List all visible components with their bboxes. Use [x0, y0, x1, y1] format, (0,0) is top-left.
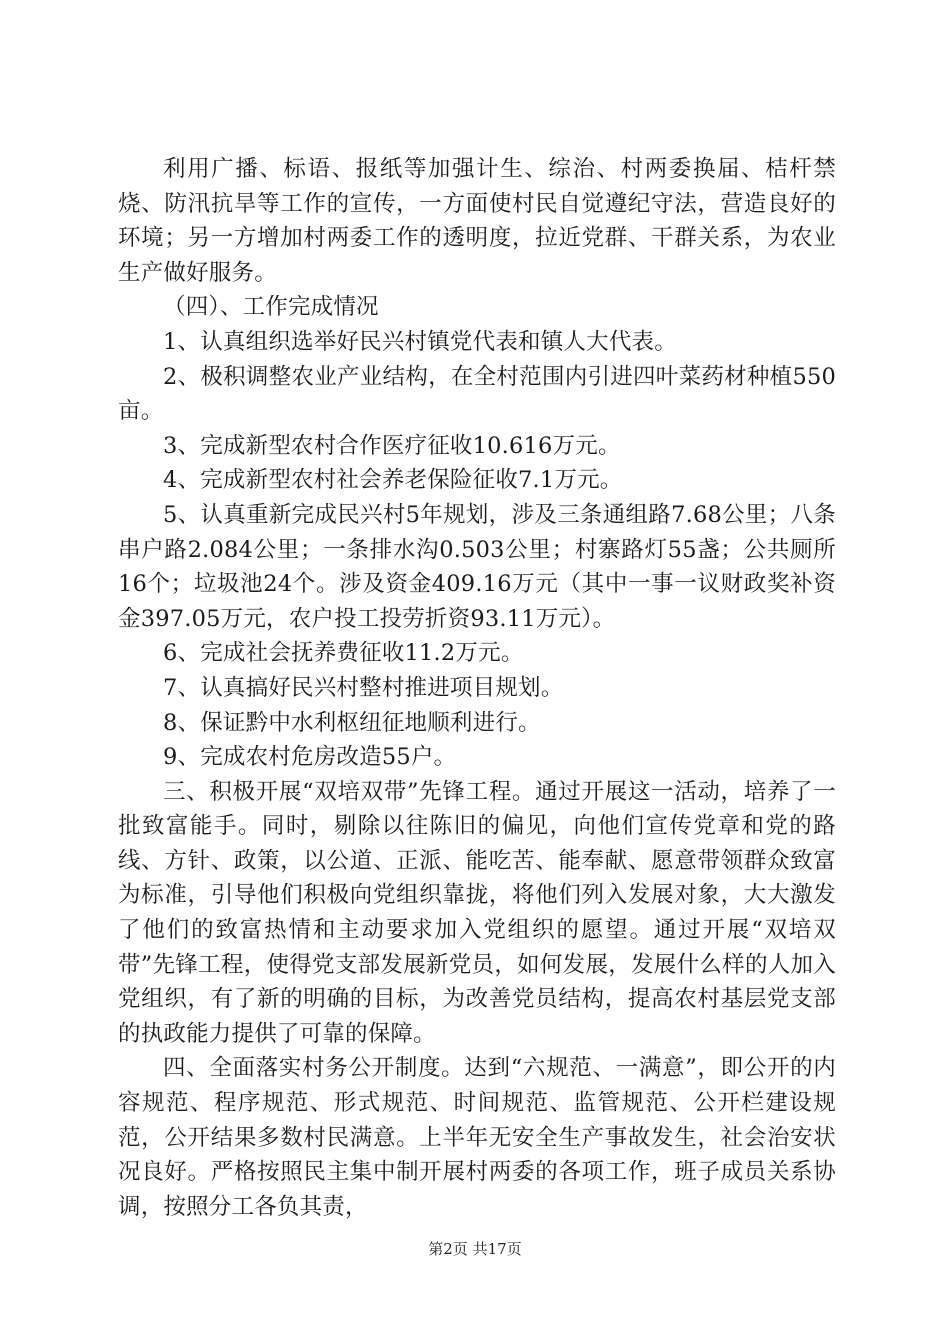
list-item-1: 1、认真组织选举好民兴村镇党代表和镇人大代表。 — [163, 328, 677, 355]
document-body — [118, 152, 836, 1224]
list-item-8: 8、保证黔中水利枢纽征地顺利进行。 — [163, 709, 541, 736]
paragraph-section-four: 四、全面落实村务公开制度。达到“六规范、一满意”，即公开的内容规范、程序规范、形式规范、时间规范、监管规范、公开栏建设规范，公开结果多数村民满意。上半年无安全生产事故发生，社会治安状况良好。严格按照民主集中制开展村两委的各项工作，班子成员关系协调，按照分工各负其责， — [118, 1055, 836, 1220]
list-item-6: 6、完成社会抚养费征收11.2万元。 — [163, 640, 524, 667]
page-number-label: 第2页 共17页 — [428, 1240, 522, 1258]
list-item-2: 2、极积调整农业产业结构，在全村范围内引进四叶菜药材种植550亩。 — [118, 363, 836, 425]
page-footer — [0, 1238, 950, 1259]
paragraph-section-three: 三、积极开展“双培双带”先锋工程。通过开展这一活动，培养了一批致富能手。同时，剔除以往陈旧的偏见，向他们宣传党章和党的路线、方针、政策，以公道、正派、能吃苦、能奉献、愿意带领群众致富为标准，引导他们积极向党组织靠拢，将他们列入发展对象，大大激发了他们的致富热情和主动要求加入党组织的愿望。通过开展“双培双带”先锋工程，使得党支部发展新党员，如何发展，发展什么样的人加入党组织，有了新的明确的目标，为改善党员结构，提高农村基层党支部的执政能力提供了可靠的保障。 — [118, 778, 836, 1047]
list-item-9: 9、完成农村危房改造55户。 — [163, 744, 457, 771]
list-item-7: 7、认真搞好民兴村整村推进项目规划。 — [163, 674, 564, 701]
list-item-5: 5、认真重新完成民兴村5年规划，涉及三条通组路7.68公里；八条串户路2.084公里；一条排水沟0.503公里；村寨路灯55盏；公共厕所16个；垃圾池24个。涉及资金409.16万元（其中一事一议财政奖补资金397.05万元，农户投工投劳折资93.11万元）。 — [118, 501, 836, 632]
section-heading-work-completion: （四）、工作完成情况 — [163, 294, 379, 321]
paragraph-publicity: 利用广播、标语、报纸等加强计生、综治、村两委换届、桔杆禁烧、防汛抗旱等工作的宣传，一方面使村民自觉遵纪守法，营造良好的环境；另一方增加村两委工作的透明度，拉近党群、干群关系，为农业生产做好服务。 — [118, 156, 836, 286]
list-item-3: 3、完成新型农村合作医疗征收10.616万元。 — [163, 432, 621, 459]
list-item-4: 4、完成新型农村社会养老保险征收7.1万元。 — [163, 467, 623, 494]
